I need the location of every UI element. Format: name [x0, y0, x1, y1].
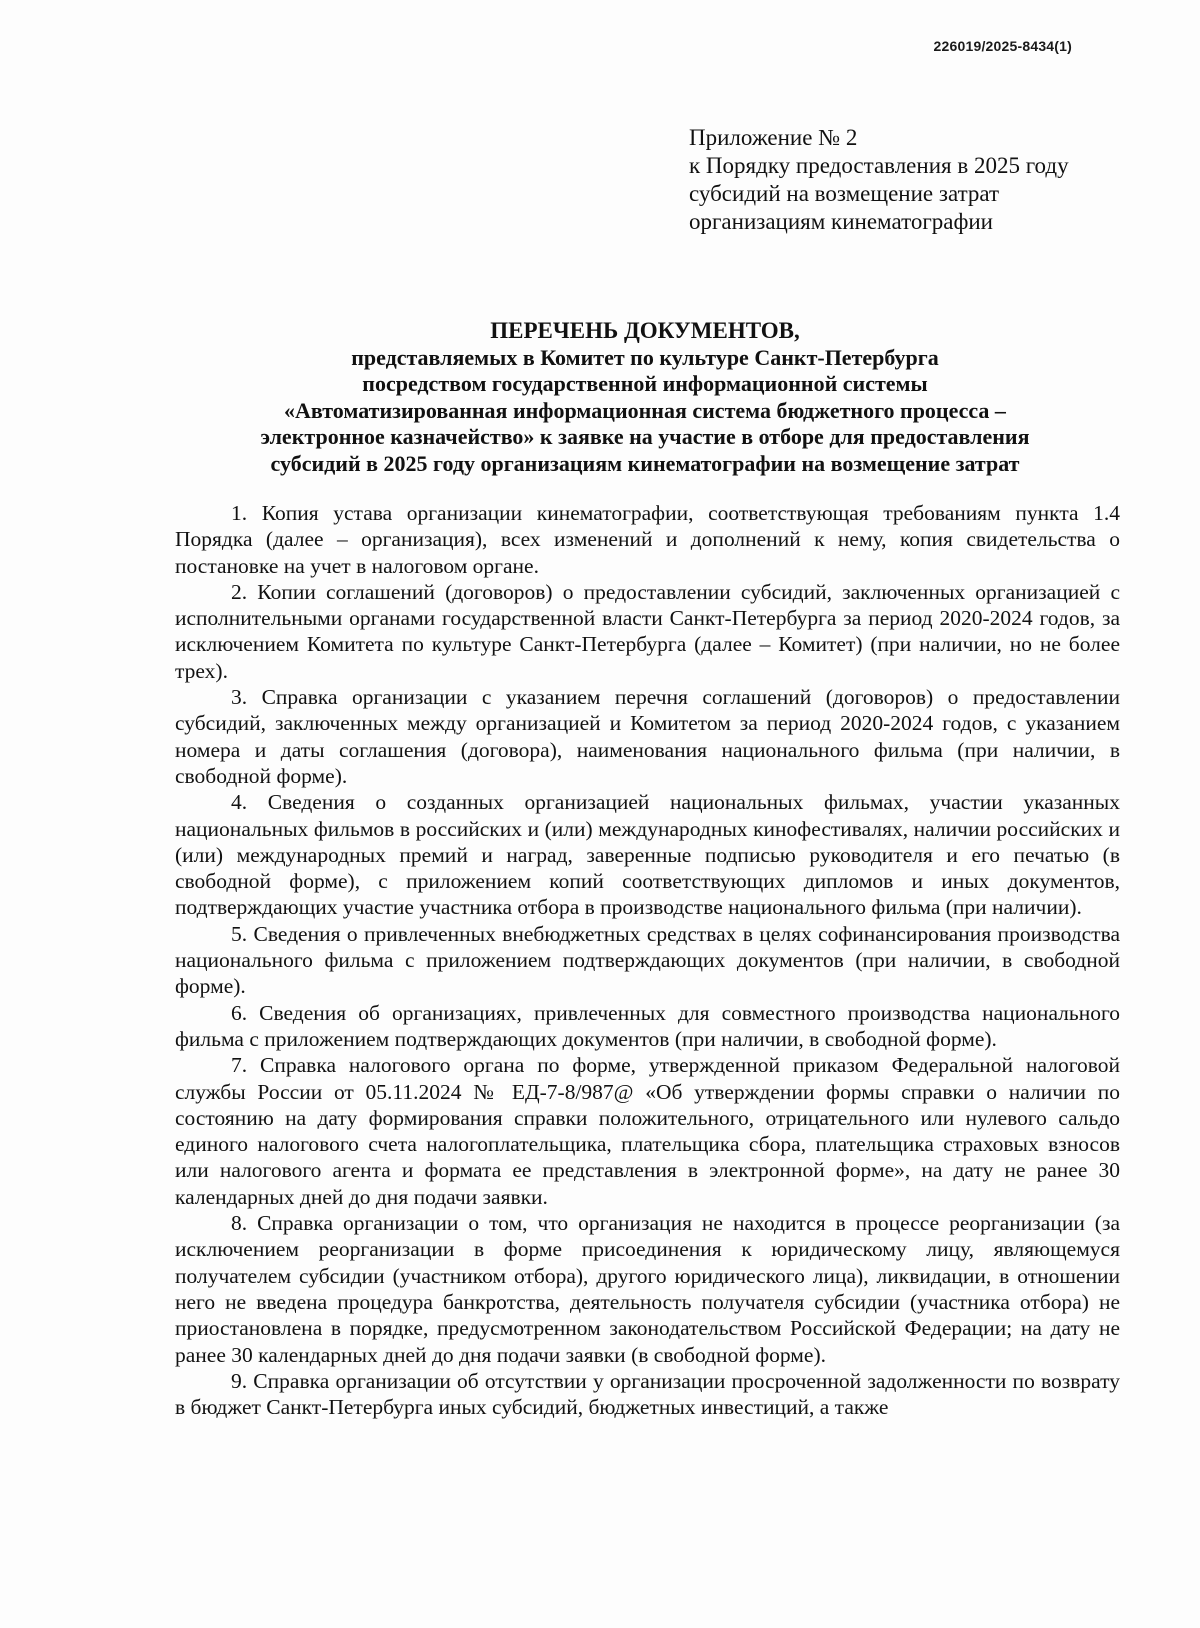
appendix-reference [689, 124, 1129, 236]
appendix-line: Приложение № 2 [689, 125, 858, 150]
list-item: 8. Справка организации о том, что организация не находится в процессе реорганизации (за исключением реорганизации в форме присоединения к юридическому лицу, являющемуся получателем субсидии (участником отбора), другого юридического лица), ликвидации, в отношении него не введена процедура банкротства, деятельность получателя субсидии (участника отбора) не приостановлена в порядке, предусмотренном законодательством Российской Федерации; на дату не ранее 30 календарных дней до дня подачи заявки (в свободной форме). [175, 1211, 1120, 1367]
list-item: 6. Сведения об организациях, привлеченных для совместного производства национального фильма с приложением подтверждающих документов (при наличии, в свободной форме). [175, 1000, 1120, 1051]
list-item: 2. Копии соглашений (договоров) о предоставлении субсидий, заключенных организацией с исполнительными органами государственной власти Санкт-Петербурга за период 2020-2024 годов, за исключением Комитета по культуре Санкт-Петербурга (далее – Комитет) (при наличии, но не более трех). [175, 579, 1120, 683]
list-item: 3. Справка организации с указанием перечня соглашений (договоров) о предоставлении субсидий, заключенных между организацией и Комитетом за период 2020-2024 годов, с указанием номера и даты соглашения (договора), наименования национального фильма (при наличии, в свободной форме). [175, 685, 1120, 788]
title-main: ПЕРЕЧЕНЬ ДОКУМЕНТОВ, [490, 318, 800, 343]
list-item: 7. Справка налогового органа по форме, утвержденной приказом Федеральной налоговой службы России от 05.11.2024 № ЕД-7-8/987@ «Об утверждении формы справки о наличии по состоянию на дату формирования справки положительного, отрицательного или нулевого сальдо единого налогового счета налогоплательщика, плательщика сбора, плательщика страховых взносов или налогового агента и формата ее представления в электронной форме», на дату не ранее 30 календарных дней до дня подачи заявки. [175, 1053, 1120, 1209]
title-line: представляемых в Комитет по культуре Санкт-Петербурга [351, 344, 939, 370]
title-line: «Автоматизированная информационная система бюджетного процесса – [284, 397, 1006, 423]
document-id: 226019/2025-8434(1) [933, 38, 1072, 54]
appendix-line: субсидий на возмещение затрат [689, 181, 1000, 206]
list-item: 1. Копия устава организации кинематографии, соответствующая требованиям пункта 1.4 Порядка (далее – организация), всех изменений и дополнений к нему, копия свидетельства о постановке на учет в налоговом органе. [175, 501, 1120, 578]
title-line: субсидий в 2025 году организациям кинематографии на возмещение затрат [270, 450, 1020, 476]
appendix-line: к Порядку предоставления в 2025 году [689, 153, 1069, 178]
title-line: электронное казначейство» к заявке на участие в отборе для предоставления [260, 424, 1030, 449]
list-item: 4. Сведения о созданных организацией национальных фильмах, участии указанных национальных фильмов в российских и (или) международных кинофестивалях, наличии российских и (или) международных премий и наград, заверенные подписью руководителя и его печатью (в свободной форме), с приложением копий соответствующих дипломов и иных документов, подтверждающих участие участника отбора в производстве национального фильма (при наличии). [175, 790, 1120, 920]
list-item: 9. Справка организации об отсутствии у организации просроченной задолженности по возврату в бюджет Санкт-Петербурга иных субсидий, бюджетных инвестиций, а также [175, 1368, 1120, 1420]
list-item: 5. Сведения о привлеченных внебюджетных средствах в целях софинансирования производства национального фильма с приложением подтверждающих документов (при наличии, в свободной форме). [175, 921, 1120, 999]
title-line: посредством государственной информационной системы [362, 371, 928, 396]
document-list [175, 500, 1120, 1420]
appendix-line: организациям кинематографии [689, 209, 993, 234]
document-title [160, 318, 1130, 477]
